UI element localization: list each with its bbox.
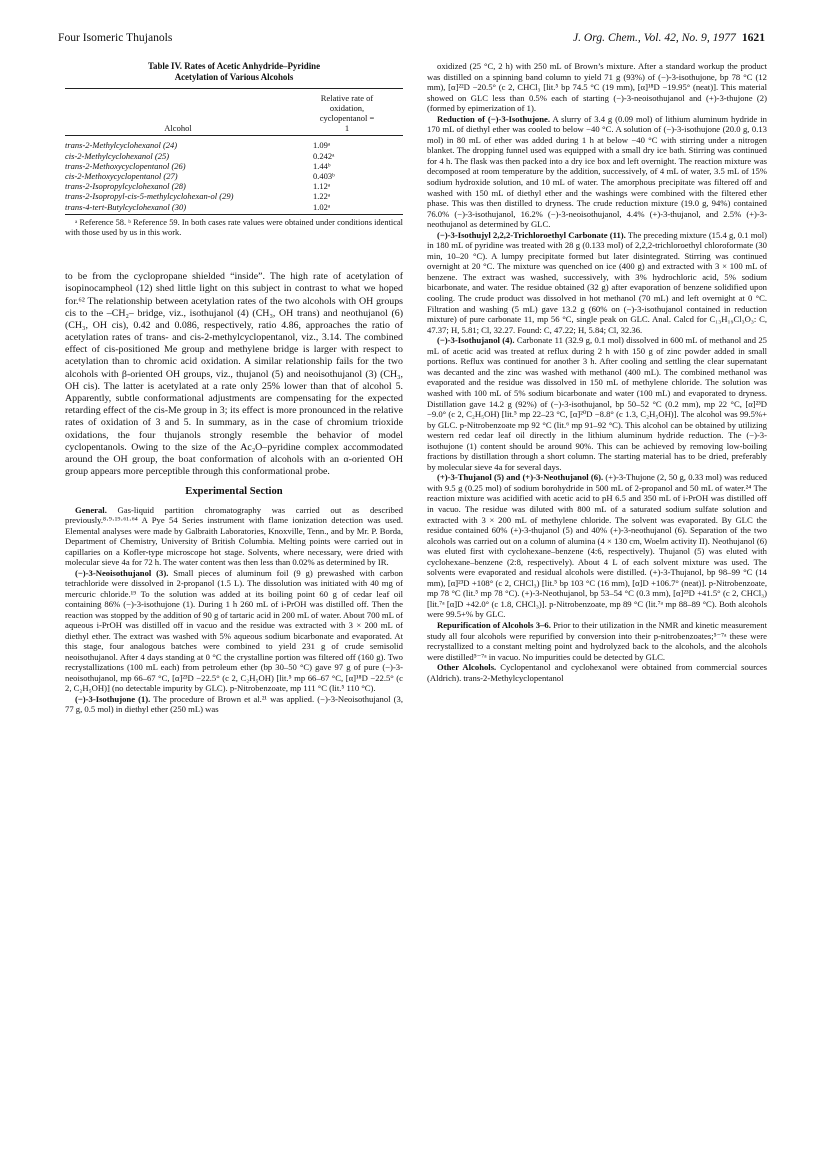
rate-cell: 1.22ᵃ (313, 191, 331, 202)
alcohol-cell: trans-4-tert-Butylcyclohexanol (30) (65, 202, 291, 215)
right-column (427, 61, 767, 683)
paragraph-text: The procedure of Brown et al.²¹ was applied. (−)-3-Neoisothujanol (3, 77 g, 0.5 mol) in diethyl ether (250 mL) was (65, 693, 404, 715)
table-title-line1: Table IV. Rates of Acetic Anhydride–Pyridine (147, 61, 321, 71)
paragraph-other-alcohols (427, 662, 767, 683)
alcohol-cell: trans-2-Methylcyclohexanol (24) (65, 140, 178, 151)
rate-cell: 1.44ᵇ (313, 160, 331, 171)
paragraph-text: Carbonate 11 (32.9 g, 0.1 mol) dissolved in 600 mL of methanol and 25 mL of acetic acid was treated at reflux during 2 h with 150 g of zinc powder added in small portions. Reflux was continued for another 3 h. After cooling and settling the clear supernatant was decanted and the zinc was washed with methanol (400 mL). The combined methanol was evaporated and the residue was dissolved in 150 mL of methylene chloride. The solution was washed with 100 mL of 5% sodium bicarbonate and water (100 mL) and evaporated to dryness. Distillation gave 14.2 g (92%) of (−)-3-isothujanol, bp 50–52 °C (0.2 mm), mp 22 °C, [α]²³D −9.0° (c 2, C₂H₅OH) [lit.⁵ mp 22–23 °C, [α]²⁰D −8.8° (c 1.3, C₂H₅OH)]. The alcohol was 99.5%+ by GLC. p-Nitrobenzoate mp 92 °C (lit.⁶ mp 91–92 °C). This alcohol can be obtained by utilizing western red cedar leaf oil directly in the lithium aluminum hydride reduction. The (−)-3-isothujone (1) content should be around 90%. This can be achieved by removing low-boiling fractions by distillation through a short column. The starting material has to be dried, preferably by molecular sieve 4a for several days. (427, 335, 767, 472)
paragraph-reduction (427, 114, 767, 230)
paragraph-general (65, 505, 403, 568)
header-rate-line4: 1 (344, 123, 350, 134)
paragraph-heading: (−)-3-Isothujone (1). (75, 693, 151, 704)
paragraph-heading: Repurification of Alcohols 3–6. (437, 619, 551, 630)
paragraph-isothujone (65, 694, 403, 715)
experimental-left (65, 505, 403, 715)
running-header (58, 31, 765, 47)
left-column (65, 61, 403, 715)
left-body (65, 271, 403, 498)
paragraph-thujanol (427, 472, 767, 620)
rate-cell: 0.242ᵃ (313, 150, 335, 161)
table-row (65, 181, 403, 191)
running-title: Four Isomeric Thujanols (58, 31, 173, 44)
paragraph-text: (+)-3-Thujone (2, 50 g, 0.33 mol) was reduced with 9.5 g (0.25 mol) of sodium borohydride in 500 mL of 2-propanol and 50 mL of water.²⁴ The reaction mixture was acidified with acetic acid to pH 6.5 and 350 mL of i-PrOH was distilled off in vacuo. The residue was diluted with 800 mL of a saturated sodium sulfate solution and extracted with 3 × 200 mL of methylene chloride. The solvent was evaporated. By GLC the residue contained 60% (+)-3-thujanol (5) and 40% (+)-3-neothujanol (6). Separation of the two alcohols was carried out on a column of alumina (4 × 130 cm, Woelm activity II). Neothujanol (6) was eluted first with cyclohexane–benzene (4:6, respectively). Thujanol (5) was eluted with cyclohexane–benzene (2:8, respectively). About 4 L of each solvent mixture was used. The solvents were evaporated and residual alcohols were distilled. (+)-3-Thujanol, bp 98–99 °C (14 mm), [α]²³D +108° (c 2, CHCl₃) [lit.⁵ bp 103 °C (16 mm), [α]D +106.7° (neat)]. p-Nitrobenzoate, mp 78 °C (lit.⁵ mp 78 °C). (+)-3-Neothujanol, bp 53–54 °C (0.3 mm), [α]²³D +41.5° (c 2, CHCl₃) [lit.⁷ᵃ [α]D +42.0° (c 1.8, CHCl₃)]. p-Nitrobenzoate, mp 89 °C (lit.⁷ᵃ mp 88–89 °C). Both alcohols were 99.5+% by GLC. (427, 472, 768, 620)
table-row (65, 161, 403, 171)
paragraph-text: Cyclopentanol and cyclohexanol were obtained from commercial sources (Aldrich). trans-2-Methylcyclopentanol (427, 662, 767, 683)
table-row (65, 202, 403, 215)
rate-cell: 1.02ᵃ (291, 202, 403, 215)
paragraph-heading: General. (75, 504, 107, 515)
paragraph-text: The preceding mixture (15.4 g, 0.1 mol) in 180 mL of pyridine was treated with 28 g (0.133 mol) of 2,2,2-trichloroethyl chloroformate (30 min, 10–20 °C). A lumpy precipitate formed but later disintegrated. Stirring was continued overnight at 20 °C. The mixture was quenched on ice (400 g) and extracted with 3 × 100 mL of benzene. The extract was washed, successively, with 3% hydrochloric acid, 5% sodium bicarbonate, and water. The residue obtained (32 g) after evaporation of benzene solidified upon cooling. The crude product was dissolved in hot methanol (70 mL) and left overnight at 0 °C. Filtration and washing (5 mL) gave 13.2 g (60% on (−)-3-isothujanol contained in reduction mixture) of pure carbonate 11, mp 56 °C, single peak on GLC. Anal. Calcd for C₁₃H₁₉Cl₃O₃: C, 47.37; H, 5.81; Cl, 32.27. Found: C, 47.22; H, 5.84; Cl, 32.36. (427, 229, 768, 335)
paragraph-heading: Other Alcohols. (437, 662, 497, 673)
paragraph-text: A slurry of 3.4 g (0.09 mol) of lithium aluminum hydride in 170 mL of diethyl ether was cooled to below −40 °C. A solution of (−)-3-isothujone (20.0 g, 0.13 mol) in 80 mL of ether was added during 1 h at below −40 °C with stirring under a nitrogen blanket. The dropping funnel used was equipped with a small dry ice bath. Stirring was continued for 4 h. The flask was then packed into a dry ice box and left overnight. The reaction mixture was decomposed at room temperature by the addition, successively, of 4 mL of water, 3.5 mL of 15% sodium hydroxide solution, and 10 mL of water. The amorphous precipitate was filtered off and washed with 150 mL of diethyl ether and the washings were combined with the filtered ether phase. This was then distilled to dryness. The crude reduction mixture (19.0 g, 94%) contained 76.0% (−)-3-isothujanol, 16.2% (−)-3-neoisothujanol, 4.4% (+)-3-thujanol, and 2.5% (+)-3-neothujanol as determined by GLC. (427, 113, 767, 230)
rate-cell: 0.403ᵇ (313, 170, 335, 181)
paragraph-carbonate (427, 230, 767, 335)
paragraph-heading: (+)-3-Thujanol (5) and (+)-3-Neothujanol (6). (437, 472, 604, 483)
rate-cell: 1.09ᵃ (313, 140, 331, 151)
paragraph-text: Prior to their utilization in the NMR and kinetic measurement study all four alcohols were repurified by conversion into their p-nitrobenzoates;⁵⁻⁷ᵃ these were recrystallized to a constant melting point and hydrolyzed back to the alcohols, and the alcohols were distilled⁵⁻⁷ᵃ in vacuo. No impurities could be detected by GLC. (427, 619, 767, 662)
paragraph-neoisothujanol (65, 568, 403, 694)
alcohol-cell: cis-2-Methoxycyclopentanol (27) (65, 170, 178, 181)
alcohol-cell: trans-2-Isopropyl-cis-5-methylcyclohexan-ol (29) (65, 191, 234, 202)
paragraph-heading: (−)-3-Isothujyl 2,2,2-Trichloroethyl Carbonate (11). (437, 229, 626, 240)
journal-name: J. Org. Chem., Vol. 42, No. 9, 1977 (572, 31, 736, 44)
page-number: 1621 (741, 31, 765, 44)
rate-cell: 1.12ᵃ (313, 181, 331, 192)
paragraph-heading: (−)-3-Neoisothujanol (3). (75, 567, 169, 578)
alcohol-cell: cis-2-Methylcyclohexanol (25) (65, 150, 170, 161)
header-rate-line1: Relative rate of (320, 92, 374, 103)
paragraph-isothujanol (427, 335, 767, 472)
acetylation-rates-table (65, 88, 403, 215)
paragraph-text: Gas-liquid partition chromatography was carried out as described previously.⁸·⁹·¹⁹·⁶¹·⁶⁴ A Pye 54 Series instrument with flame ionization detection was used. Elemental analyses were made by Galbraith Laboratories, Knoxville, Tenn., and by Mr. P. Borda, Department of Chemistry, University of British Columbia. Melting points were carried out in capillaries on a Kofler-type microscope hot stage. Solvents, where necessary, were dried with molecular sieve 4a for 72 h. The water content was then less than 0.02% as determined by IR. (65, 504, 403, 568)
table-row (65, 191, 403, 201)
header-alcohol: Alcohol (65, 93, 291, 136)
paragraph-heading: Reduction of (−)-3-Isothujone. (437, 113, 551, 124)
header-relative-rate (291, 93, 403, 136)
section-heading: Experimental Section (185, 486, 283, 498)
table-footnote: ᵃ Reference 58. ᵇ Reference 59. In both cases rate values were obtained under conditions identical with those used by us in this work. (65, 217, 403, 237)
table-row (65, 171, 403, 181)
header-rate-line2: oxidation, (329, 102, 365, 113)
table-row (65, 136, 403, 151)
paragraph-text: Small pieces of aluminum foil (9 g) prewashed with carbon tetrachloride were dissolved in 2-propanol (1.5 L). The dissolution was initiated with 40 mg of mercuric chloride.¹⁹ To the solution was added at its boiling point 60 g of cedar leaf oil containing 86% (−)-3-isothujone (1). During 1 h 260 mL of i-PrOH was distilled off. Then the reaction was stopped by the addition of 90 g of tartaric acid in 200 mL of water. About 700 mL of aqueous i-PrOH was distilled off in vacuo and the residue was extracted with 3 × 200 mL of diethyl ether. The extract was washed with 5% aqueous sodium bicarbonate and evaporated. At this stage, four analogous batches were combined to yield 231 g of crude semisolid neoisothujanol. After 4 days standing at 0 °C the crystalline portion was filtered off (160 g). Two recrystallizations (100 mL each) from petroleum ether (bp 30–50 °C) gave 97 g of pure (−)-3-neoisothujanol, mp 66–67 °C, [α]²³D −22.5° (c 2, C₂H₅OH) [lit.⁵ mp 66–67 °C, [α]¹⁸D −22.5° (c 2, C₂H₅OH)] (no detectable impurity by GLC). p-Nitrobenzoate, mp 111 °C (lit.⁵ 110 °C). (65, 567, 403, 694)
discussion-paragraph: to be from the cyclopropane shielded “inside”. The high rate of acetylation of isopinocampheol (12) shed little light on this subject in contrast to what we hoped for.⁶² The relationship between acetylation rates of the two alcohols with OH groups cis to the –CH₂– bridge, viz., isothujanol (4) (CH₃, OH trans) and neothujanol (6) (CH₃, OH cis), 0.42 and 0.086, respectively, ratio 4.86, approaches the ratio of acetylation rates of trans- and cis-2-methylcyclopentanol, viz., 3.14. The combined effect of cis-positioned Me group and methylene bridge is larger with respect to acetylation than to chromic acid oxidation. A similar relationship fails for the two alcohols with β-oriented OH groups, viz., thujanol (5) and neoisothujanol (3) (CH₃, OH cis). The latter is acetylated at a rate only 25% lower than that of alcohol 5. Apparently, subtle conformational adjustments are compensating for the expected retarding effect of the cis-Me group in 3; its effect is more pronounced in the relative rates of oxidation of 3 and 5. In summary, as in the case of chromium trioxide oxidations, the four thujanols strongly resemble the behavior of model cyclopentanols. Owing to the size of the Ac₂O–pyridine complex accommodated around the OH group, the boat conformation of alcohols with an α-oriented OH group appears more perceptible through this conformational probe. (65, 271, 403, 478)
alcohol-cell: trans-2-Methoxycyclopentanol (26) (65, 160, 186, 171)
table-title-line2: Acetylation of Various Alcohols (174, 72, 294, 82)
journal-citation (573, 31, 765, 44)
paragraph-heading: (−)-3-Isothujanol (4). (437, 335, 515, 346)
header-rate-line3: cyclopentanol = (319, 112, 375, 123)
table-title (65, 61, 403, 83)
table-row (65, 151, 403, 161)
paragraph-continued: oxidized (25 °C, 2 h) with 250 mL of Brown’s mixture. After a standard workup the product was distilled on a spinning band column to yield 71 g (93%) of (−)-3-isothujone, bp 78 °C (12 mm), [α]²²D −20.5° (c 2, CHCl₃ [lit.⁵ bp 74.5 °C (19 mm), [α]¹⁸D −19.95° (neat)]. This material showed on GLC less than 0.5% each of starting (−)-3-neoisothujanol and (+)-3-thujone (2) (formed by epimerization of 1). (427, 61, 767, 114)
alcohol-cell: trans-2-Isopropylcyclohexanol (28) (65, 181, 186, 192)
paragraph-repurification (427, 620, 767, 662)
